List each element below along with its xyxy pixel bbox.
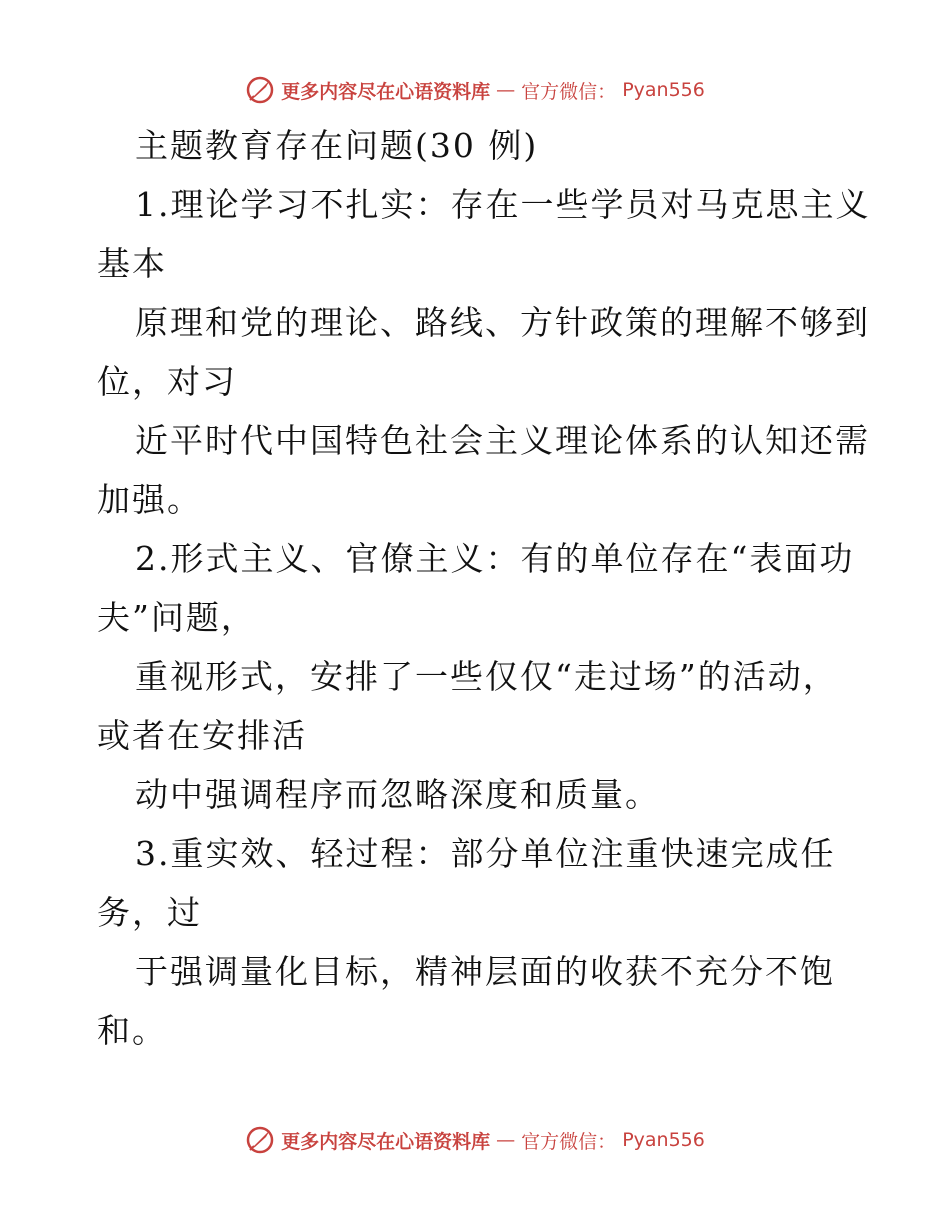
text-line: 和。 xyxy=(97,1011,167,1050)
text-line: 2.形式主义、官僚主义：有的单位存在“表面功 xyxy=(135,539,855,578)
text-line: 动中强调程序而忽略深度和质量。 xyxy=(135,775,660,814)
text-line: 1.理论学习不扎实：存在一些学员对马克思主义 xyxy=(135,185,871,224)
text-line: 3.重实效、轻过程：部分单位注重快速完成任 xyxy=(135,834,836,873)
watermark-wechat-id: Pyan556 xyxy=(622,1129,705,1151)
quill-logo-icon xyxy=(245,1125,275,1155)
watermark-wechat-label: 官方微信： xyxy=(521,1130,617,1153)
watermark-wechat-id: Pyan556 xyxy=(622,79,705,101)
watermark-site-text: 更多内容尽在心语资料库 xyxy=(281,1130,491,1153)
header-watermark xyxy=(0,70,950,110)
text-line: 加强。 xyxy=(97,480,202,519)
text-line: 务，过 xyxy=(97,893,202,932)
watermark-site-text: 更多内容尽在心语资料库 xyxy=(281,80,491,103)
text-line: 夫”问题， xyxy=(97,598,256,637)
text-line: 于强调量化目标，精神层面的收获不充分不饱 xyxy=(135,952,835,991)
document-title: 主题教育存在问题(30 例) xyxy=(135,126,539,165)
watermark-dash: — xyxy=(496,1129,516,1151)
text-line: 重视形式，安排了一些仅仅“走过场”的活动， xyxy=(135,657,838,696)
text-line: 位，对习 xyxy=(97,362,237,401)
document-body xyxy=(97,116,871,1060)
footer-watermark xyxy=(0,1120,950,1160)
watermark-dash: — xyxy=(496,79,516,101)
quill-logo-icon xyxy=(245,75,275,105)
text-line: 近平时代中国特色社会主义理论体系的认知还需 xyxy=(135,421,870,460)
text-line: 基本 xyxy=(97,244,167,283)
text-line: 原理和党的理论、路线、方针政策的理解不够到 xyxy=(135,303,870,342)
watermark-wechat-label: 官方微信： xyxy=(521,80,617,103)
text-line: 或者在安排活 xyxy=(97,716,307,755)
